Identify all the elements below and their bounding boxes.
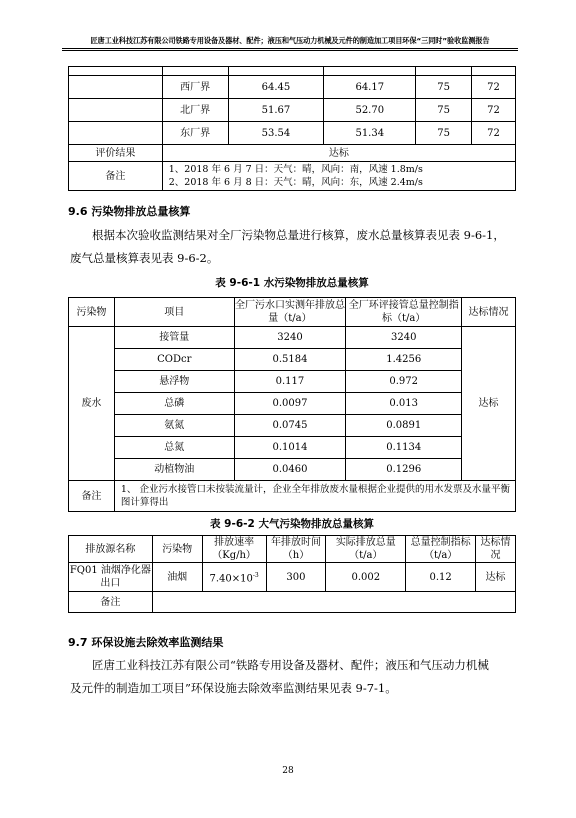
header-cell: 排放源名称: [69, 536, 153, 563]
header-cell: 全厂污水口实测年排放总量（t/a）: [234, 298, 346, 327]
section-paragraph: [70, 224, 518, 270]
standard-cell: 75: [416, 76, 472, 99]
paragraph-line: 匠唐工业科技江苏有限公司“铁路专用设备及器材、配件；液压和气压动力机械: [92, 658, 489, 672]
value-cell: 0.1014: [234, 437, 346, 459]
note-line: 2、2018 年 6 月 8 日：天气：晴，风向：东，风速 2.4m/s: [168, 177, 423, 188]
value-cell: 0.1296: [346, 459, 462, 481]
table-caption: 表 9-6-2 大气污染物排放总量核算: [210, 518, 374, 530]
value-cell: 0.117: [234, 371, 346, 393]
header-cell: 全厂环评接管总量控制指标（t/a）: [346, 298, 462, 327]
note-line: 1、2018 年 6 月 7 日：天气：晴，风向：南，风速 1.8m/s: [168, 164, 423, 175]
standard-cell: 75: [416, 99, 472, 122]
table-row: [69, 459, 516, 481]
rate-exponent: -3: [252, 571, 259, 579]
item-cell: 接管量: [114, 327, 234, 349]
table-row: [69, 371, 516, 393]
value-cell: 0.972: [346, 371, 462, 393]
header-cell: 达标情况: [462, 298, 516, 327]
item-cell: 氨氮: [114, 415, 234, 437]
location-cell: 西厂界: [162, 76, 228, 99]
value-cell: 1.4256: [346, 349, 462, 371]
header-cell: 排放速率（Kg/h）: [202, 536, 266, 563]
note-label: 备注: [69, 481, 115, 512]
table-row: [69, 393, 516, 415]
header-cell: 项目: [114, 298, 234, 327]
paragraph-line: 及元件的制造加工项目”环保设施去除效率监测结果见表 9-7-1。: [70, 681, 397, 695]
eval-row: [69, 145, 516, 162]
standard-cell: 72: [472, 122, 516, 145]
hours-cell: 300: [266, 563, 326, 592]
water-pollutant-table: [68, 297, 516, 512]
header-cell: 实际排放总量（t/a）: [326, 536, 406, 563]
paragraph-line: 根据本次验收监测结果对全厂污染物总量进行核算，废水总量核算表见表 9-6-1，: [92, 228, 505, 242]
value-cell: 0.5184: [234, 349, 346, 371]
table-row: [69, 437, 516, 459]
category-cell: 废水: [69, 327, 115, 481]
value-cell: 0.1134: [346, 437, 462, 459]
table-caption: 表 9-6-1 水污染物排放总量核算: [215, 277, 369, 289]
header-rule: [62, 48, 518, 49]
value-cell: 3240: [346, 327, 462, 349]
eval-value: 达标: [162, 145, 515, 162]
standard-cell: 72: [472, 99, 516, 122]
rate-base: 7.40×10: [209, 573, 253, 585]
note-row: [69, 481, 516, 512]
table-row: [69, 122, 516, 145]
header-row: [69, 536, 516, 563]
status-cell: 达标: [476, 563, 516, 592]
noise-monitoring-table: [68, 66, 516, 191]
value-cell: 0.0097: [234, 393, 346, 415]
standard-cell: 72: [472, 76, 516, 99]
value-cell: 0.0745: [234, 415, 346, 437]
status-cell: 达标: [462, 327, 516, 481]
value-cell: 52.70: [324, 99, 416, 122]
item-cell: CODcr: [114, 349, 234, 371]
table-row: [69, 76, 516, 99]
header-row: [69, 298, 516, 327]
value-cell: 53.54: [228, 122, 324, 145]
note-text: 1、 企业污水接管口未按装流量计，企业全年排放废水量根据企业提供的用水发票及水量平衡图计算得出: [114, 481, 515, 512]
note-row: [69, 592, 516, 613]
rate-cell: [202, 563, 266, 592]
permit-cell: 0.12: [406, 563, 476, 592]
value-cell: 0.013: [346, 393, 462, 415]
table-row: [69, 415, 516, 437]
page-number: 28: [282, 766, 294, 776]
note-label: 备注: [69, 592, 153, 613]
pollutant-cell: 油烟: [152, 563, 202, 592]
value-cell: 51.67: [228, 99, 324, 122]
item-cell: 总氮: [114, 437, 234, 459]
value-cell: 64.45: [228, 76, 324, 99]
source-cell: FQ01 油烟净化器出口: [69, 563, 153, 592]
section-paragraph: [70, 654, 518, 700]
air-pollutant-table: [68, 535, 516, 613]
header-rule-thin: [62, 50, 518, 51]
value-cell: 64.17: [324, 76, 416, 99]
item-cell: 动植物油: [114, 459, 234, 481]
header-cell: 达标情况: [476, 536, 516, 563]
eval-label: 评价结果: [69, 145, 163, 162]
item-cell: 总磷: [114, 393, 234, 415]
note-row: [69, 162, 516, 191]
header-cell: 污染物: [69, 298, 115, 327]
value-cell: 0.0891: [346, 415, 462, 437]
item-cell: 悬浮物: [114, 371, 234, 393]
location-cell: 东厂界: [162, 122, 228, 145]
section-title: 9.7 环保设施去除效率监测结果: [68, 636, 224, 649]
table-row: [69, 327, 516, 349]
section-title: 9.6 污染物排放总量核算: [68, 205, 191, 218]
note-label: 备注: [69, 162, 163, 191]
value-cell: 3240: [234, 327, 346, 349]
value-cell: 51.34: [324, 122, 416, 145]
header-cell: 年排放时间（h）: [266, 536, 326, 563]
standard-cell: 75: [416, 122, 472, 145]
location-cell: 北厂界: [162, 99, 228, 122]
paragraph-line: 废气总量核算表见表 9-6-2。: [70, 251, 219, 265]
page-header: 匠唐工业科技江苏有限公司铁路专用设备及器材、配件；液压和气压动力机械及元件的制造加工项目环保“三同时”验收监测报告: [90, 36, 490, 45]
header-cell: 总量控制指标（t/a）: [406, 536, 476, 563]
value-cell: 0.0460: [234, 459, 346, 481]
table-row: [69, 563, 516, 592]
header-cell: 污染物: [152, 536, 202, 563]
actual-cell: 0.002: [326, 563, 406, 592]
table-row: [69, 349, 516, 371]
table-row: [69, 99, 516, 122]
